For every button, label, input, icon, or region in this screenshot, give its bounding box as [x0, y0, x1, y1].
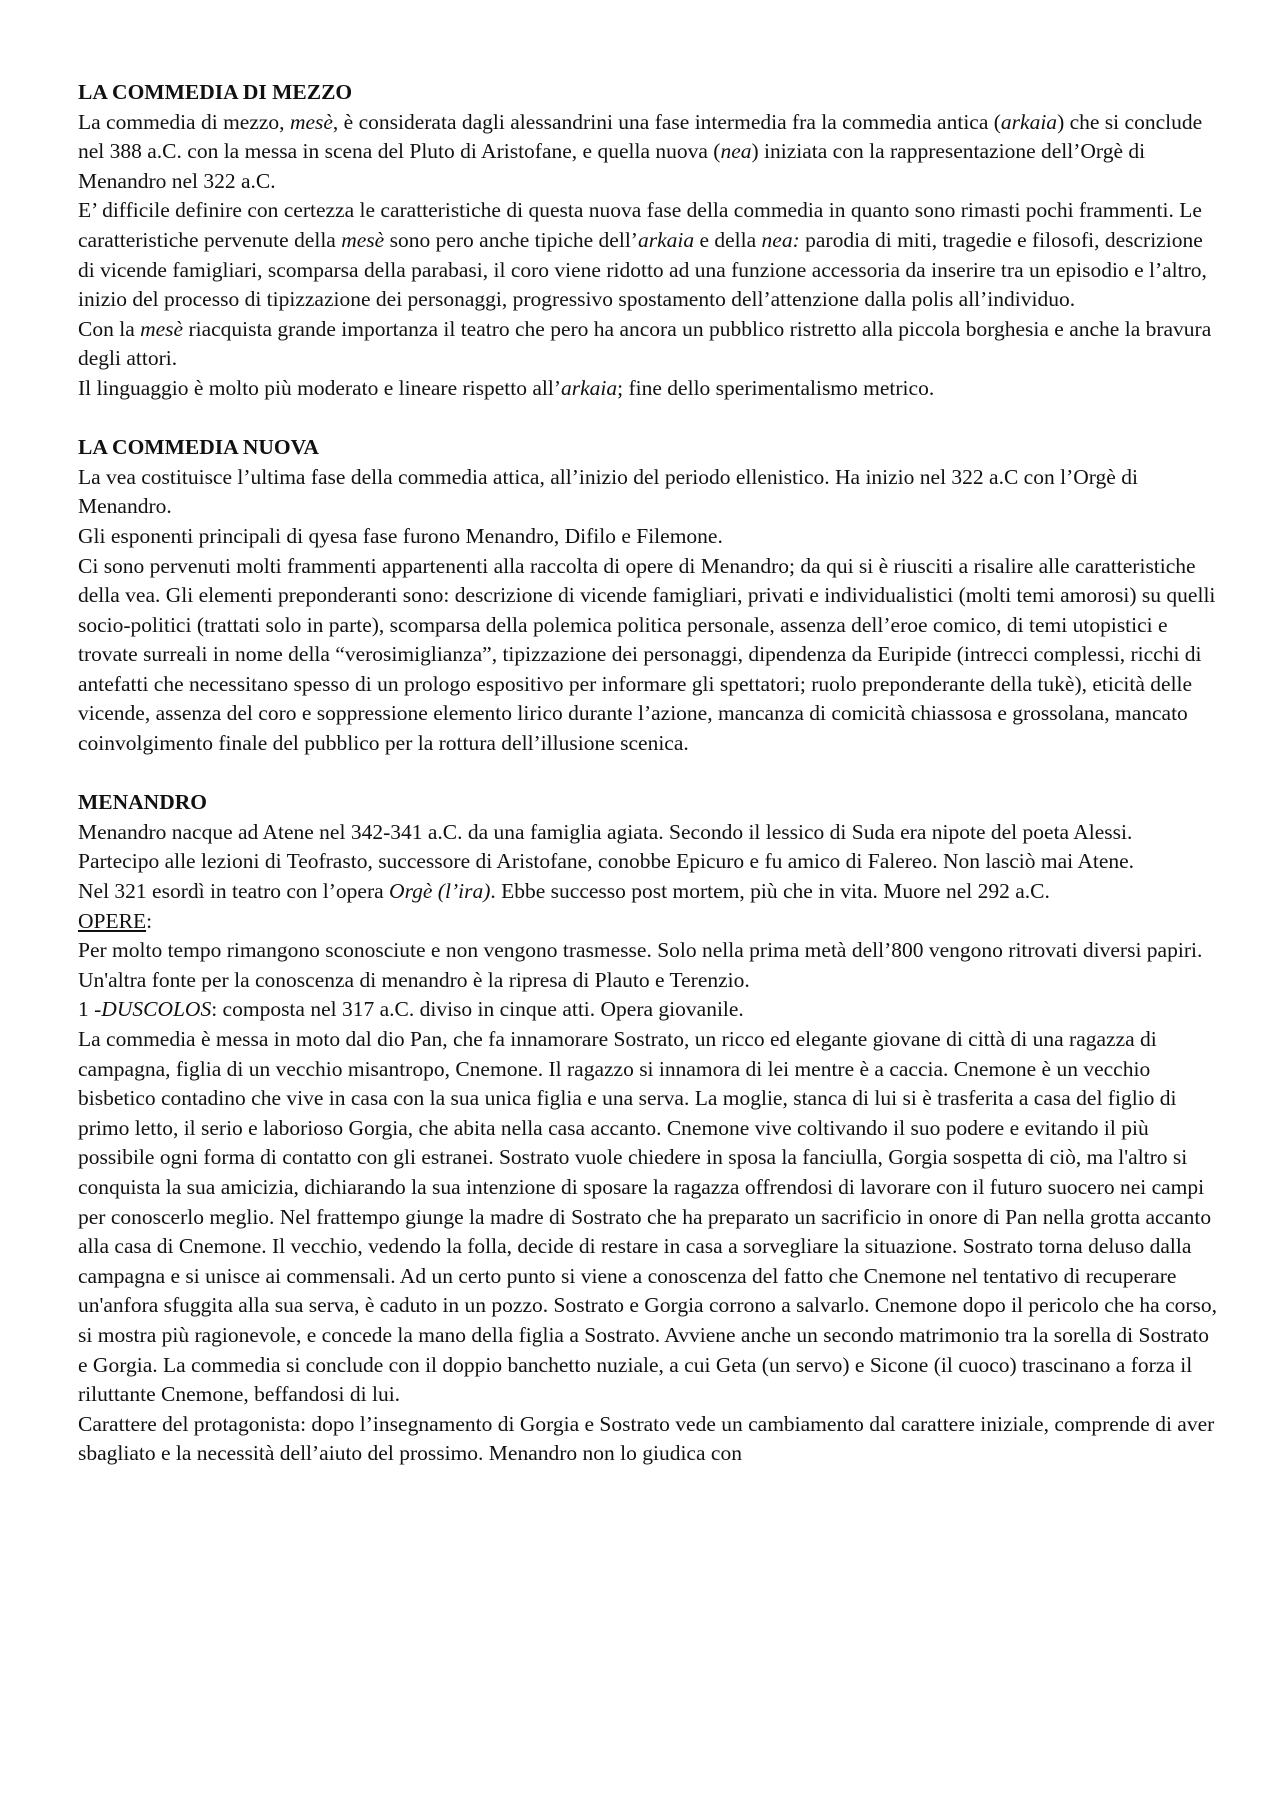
paragraph-duscolos-trama: La commedia è messa in moto dal dio Pan, che fa innamorare Sostrato, un ricco ed elegante giovane di città di una ragazza di campagna, figlia di un vecchio misantropo, Cnemone. Il ragazzo si innamora di lei mentre è a caccia. Cnemone è un vecchio bisbetico contadino che vive in casa con la sua unica figlia e una serva. La moglie, stanca di lui si è trasferita a casa del figlio di primo letto, il serio e laborioso Gorgia, che abita nella casa accanto. Cnemone vive coltivando il suo podere e evitando il più possibile ogni forma di contatto con gli estranei. Sostrato vuole chiedere in sposa la fanciulla, Gorgia sospetta di ciò, ma l'altro si conquista la sua amicizia, dichiarando la sua intenzione di sposare la ragazza offrendosi di lavorare con il futuro suocero nei campi per conoscerlo meglio. Nel frattempo giunge la madre di Sostrato che ha preparato un sacrificio in onore di Pan nella grotta accanto alla casa di Cnemone. Il vecchio, vedendo la folla, decide di restare in casa a sorvegliare la situazione. Sostrato torna deluso dalla campagna e si unisce ai commensali. Ad un certo punto si viene a conoscenza del fatto che Cnemone nel tentativo di recuperare un'anfora sfuggita alla sua serva, è caduto in un pozzo. Sostrato e Gorgia corrono a salvarlo. Cnemone dopo il pericolo che ha corso, si mostra più ragionevole, e concede la mano della figlia a Sostrato. Avviene anche un secondo matrimonio tra la sorella di Sostrato e Gorgia. La commedia si conclude con il doppio banchetto nuziale, a cui Geta (un servo) e Sicone (il cuoco) trascinano a forza il riluttante Cnemone, beffandosi di lui. [78, 1027, 1218, 1407]
paragraph-nea-caratteristiche: Ci sono pervenuti molti frammenti appartenenti alla raccolta di opere di Menandro; da qui si è riusciti a risalire alle caratteristiche della vea. Gli elementi preponderanti sono: descrizione di vicende famigliari, privati e individualistici (molti temi amorosi) su quelli socio-politici (trattati solo in parte), scomparsa della polemica politica personale, assenza dell’eroe comico, di temi utopistici e trovate surreali in nome della “verosimiglianza”, tipizzazione dei personaggi, dipendenza da Euripide (intrecci complessi, ricchi di antefatti che necessitano spesso di un prologo espositivo per informare gli spettatori; ruolo preponderante della tukè), eticità delle vicende, assenza del coro e soppressione elemento lirico durante l’azione, mancanza di comicità chiassosa e grossolana, mancato coinvolgimento finale del pubblico per la rottura dell’illusione scenica. [78, 553, 1216, 756]
paragraph-mese-caratteristiche: E’ difficile definire con certezza le caratteristiche di questa nuova fase della commedia in quanto sono rimasti pochi frammenti. Le caratteristiche pervenute della mesè sono pero anche tipiche dell’arkaia e della nea: parodia di miti, tragedie e filosofi, descrizione di vicende famigliari, scomparsa della parabasi, il coro viene ridotto ad una funzione accessoria da inserire tra un episodio e l’altro, inizio del processo di tipizzazione dei personaggi, progressivo spostamento dell’attenzione dalla polis all’individuo. [78, 198, 1207, 312]
paragraph-nea-intro: La vea costituisce l’ultima fase della commedia attica, all’inizio del periodo ellenistico. Ha inizio nel 322 a.C con l’Orgè di Menandro. [78, 464, 1138, 519]
paragraph-mese-teatro: Con la mesè riacquista grande importanza il teatro che pero ha ancora un pubblico ristretto alla piccola borghesia e anche la bravura degli attori. [78, 316, 1212, 371]
opere-subheading: OPERE: [78, 908, 153, 933]
paragraph-duscolos-title: 1 -DUSCOLOS: composta nel 317 a.C. diviso in cinque atti. Opera giovanile. [78, 997, 744, 1022]
paragraph-menandro-esordio: Nel 321 esordì in teatro con l’opera Orgè (l’ira). Ebbe successo post mortem, più che in vita. Muore nel 292 a.C. [78, 879, 1050, 904]
heading-menandro: MENANDRO [78, 790, 207, 815]
paragraph-mese-intro: La commedia di mezzo, mesè, è considerata dagli alessandrini una fase intermedia fra la commedia antica (arkaia) che si conclude nel 388 a.C. con la messa in scena del Pluto di Aristofane, e quella nuova (nea) iniziata con la rappresentazione dell’Orgè di Menandro nel 322 a.C. [78, 109, 1203, 193]
paragraph-menandro-biografia: Menandro nacque ad Atene nel 342-341 a.C. da una famiglia agiata. Secondo il lessico di Suda era nipote del poeta Alessi. Partecipo alle lezioni di Teofrasto, successore di Aristofane, conobbe Epicuro e fu amico di Falereo. Non lasciò mai Atene. [78, 819, 1135, 874]
heading-commedia-di-mezzo: LA COMMEDIA DI MEZZO [78, 80, 353, 104]
paragraph-opere-trasmissione: Per molto tempo rimangono sconosciute e non vengono trasmesse. Solo nella prima metà dell’800 vengono ritrovati diversi papiri. Un'altra fonte per la conoscenza di menandro è la ripresa di Plauto e Terenzio. [78, 938, 1203, 992]
document-page [78, 78, 1218, 1469]
paragraph-mese-linguaggio: Il linguaggio è molto più moderato e lineare rispetto all’arkaia; fine dello sperimentalismo metrico. [78, 375, 935, 400]
paragraph-duscolos-protagonista: Carattere del protagonista: dopo l’insegnamento di Gorgia e Sostrato vede un cambiamento dal carattere iniziale, comprende di aver sbagliato e la necessità dell’aiuto del prossimo. Menandro non lo giudica con [78, 1411, 1215, 1466]
spacer [78, 404, 1218, 434]
spacer [78, 759, 1218, 789]
heading-commedia-nuova: LA COMMEDIA NUOVA [78, 435, 319, 460]
paragraph-nea-esponenti: Gli esponenti principali di qyesa fase furono Menandro, Difilo e Filemone. [78, 523, 723, 548]
